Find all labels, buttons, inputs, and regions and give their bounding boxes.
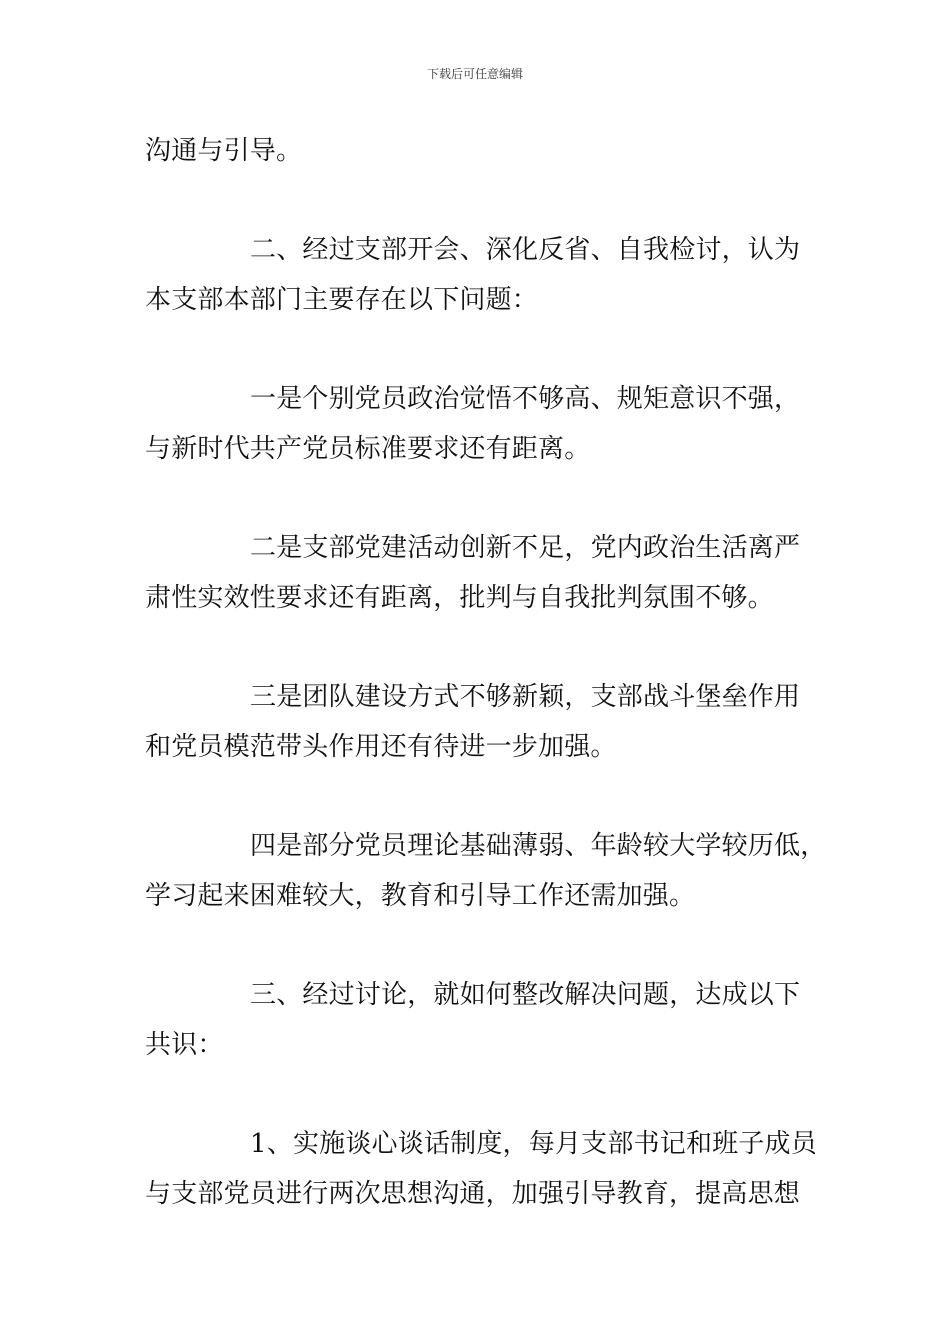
text-line: 沟通与引导。 — [145, 136, 303, 166]
paragraph-first-line: 四是部分党员理论基础薄弱、年龄较大学较历低， — [250, 831, 827, 861]
paragraph-first-line: 二、经过支部开会、深化反省、自我检讨，认为 — [250, 235, 801, 265]
paragraph-first-line: 1、实施谈心谈话制度，每月支部书记和班子成员 — [250, 1129, 817, 1159]
text-line: 与支部党员进行两次思想沟通，加强引导教育，提高思想 — [145, 1179, 801, 1209]
paragraph-first-line: 三是团队建设方式不够新颖，支部战斗堡垒作用 — [250, 682, 801, 712]
page-header: 下载后可任意编辑 — [426, 67, 523, 81]
text-line: 肃性实效性要求还有距离，批判与自我批判氛围不够。 — [145, 583, 774, 613]
text-line: 本支部本部门主要存在以下问题： — [145, 285, 539, 315]
text-line: 共识： — [145, 1030, 224, 1060]
paragraph-first-line: 三、经过讨论，就如何整改解决问题，达成以下 — [250, 980, 801, 1010]
text-line: 与新时代共产党员标准要求还有距离。 — [145, 434, 591, 464]
text-line: 学习起来困难较大，教育和引导工作还需加强。 — [145, 881, 696, 911]
paragraph-first-line: 一是个别党员政治觉悟不够高、规矩意识不强， — [250, 384, 801, 414]
text-line: 和党员模范带头作用还有待进一步加强。 — [145, 732, 617, 762]
paragraph-first-line: 二是支部党建活动创新不足，党内政治生活离严 — [250, 533, 801, 563]
